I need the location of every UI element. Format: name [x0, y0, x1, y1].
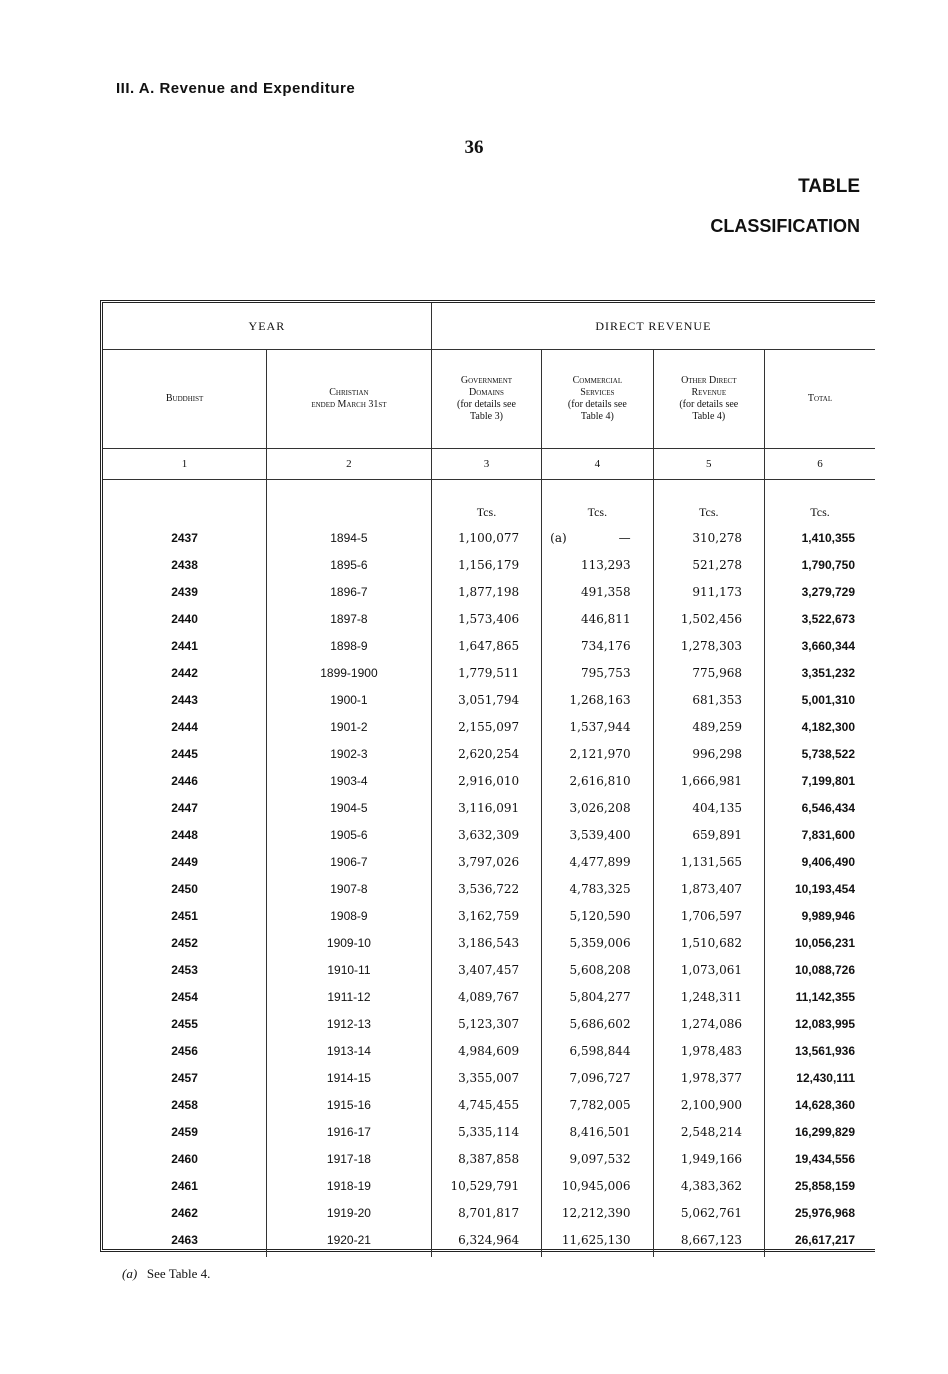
total-cell: 11,142,355	[795, 989, 855, 1004]
christian-year-cell: 1895-6	[267, 551, 432, 578]
commercial-services-value: 4,783,325	[569, 881, 631, 896]
other-direct-revenue-cell: 1,706,597	[653, 902, 764, 929]
government-domains-cell: 1,100,077	[431, 524, 541, 551]
christian-year-cell: 1897-8	[267, 605, 432, 632]
column-number: 1	[103, 449, 267, 480]
table-row	[103, 821, 875, 848]
commercial-services-cell	[542, 794, 653, 821]
commercial-services-column-header: Commercial Services (for details see Table 4)	[542, 350, 653, 449]
government-domains-cell: 8,387,858	[431, 1145, 541, 1172]
other-direct-revenue-cell: 775,968	[653, 659, 764, 686]
footnote	[122, 1266, 210, 1282]
commercial-services-cell	[542, 632, 653, 659]
total-cell: 6,546,434	[801, 800, 855, 815]
government-domains-cell: 10,529,791	[431, 1172, 541, 1199]
commercial-services-value: 446,811	[580, 611, 631, 626]
commercial-services-value: 9,097,532	[569, 1151, 631, 1166]
total-cell: 10,088,726	[794, 962, 855, 977]
table-row	[103, 524, 875, 551]
commercial-services-value: 734,176	[580, 638, 631, 653]
table-row	[103, 1226, 875, 1257]
total-cell: 12,430,111	[796, 1070, 855, 1085]
commercial-services-cell	[542, 902, 653, 929]
table-row	[103, 740, 875, 767]
total-cell: 10,193,454	[794, 881, 855, 896]
revenue-table-frame	[100, 300, 875, 1252]
table-label: TABLE	[798, 176, 860, 197]
commercial-services-value: 3,539,400	[569, 827, 631, 842]
government-domains-cell: 3,162,759	[431, 902, 541, 929]
other-direct-revenue-cell: 489,259	[653, 713, 764, 740]
unit-cell-empty	[103, 480, 267, 525]
commercial-services-value: 11,625,130	[561, 1232, 631, 1247]
total-cell: 3,279,729	[801, 584, 855, 599]
total-cell: 4,182,300	[801, 719, 855, 734]
commercial-services-value: 5,608,208	[569, 962, 631, 977]
government-domains-cell: 3,186,543	[431, 929, 541, 956]
commercial-services-value: 1,537,944	[569, 719, 631, 734]
footnote-marker: (a)	[122, 1266, 138, 1281]
buddhist-year-cell: 2441	[103, 632, 267, 659]
column-number: 3	[431, 449, 541, 480]
buddhist-year-cell: 2448	[103, 821, 267, 848]
commercial-services-cell	[542, 1010, 653, 1037]
table-row	[103, 1037, 875, 1064]
other-direct-revenue-cell: 1,978,483	[653, 1037, 764, 1064]
table-row	[103, 1118, 875, 1145]
total-cell: 14,628,360	[794, 1097, 855, 1112]
buddhist-year-cell: 2454	[103, 983, 267, 1010]
christian-year-cell: 1903-4	[267, 767, 432, 794]
other-direct-revenue-column-header: Other Direct Revenue (for details see Table 4)	[653, 350, 764, 449]
government-domains-cell: 3,797,026	[431, 848, 541, 875]
government-domains-column-header: Government Domains (for details see Table 3)	[431, 350, 541, 449]
table-row	[103, 1199, 875, 1226]
buddhist-year-cell: 2452	[103, 929, 267, 956]
government-domains-cell: 3,407,457	[431, 956, 541, 983]
total-cell: 3,522,673	[801, 611, 855, 626]
buddhist-year-cell: 2457	[103, 1064, 267, 1091]
commercial-services-value: 3,026,208	[569, 800, 631, 815]
table-row	[103, 686, 875, 713]
table-row	[103, 1064, 875, 1091]
total-cell: 5,001,310	[801, 692, 855, 707]
commercial-services-cell	[542, 956, 653, 983]
christian-year-cell: 1912-13	[267, 1010, 432, 1037]
buddhist-year-cell: 2443	[103, 686, 267, 713]
buddhist-year-cell: 2444	[103, 713, 267, 740]
table-row	[103, 659, 875, 686]
buddhist-year-cell: 2442	[103, 659, 267, 686]
christian-year-cell: 1908-9	[267, 902, 432, 929]
christian-year-cell: 1894-5	[267, 524, 432, 551]
government-domains-cell: 3,355,007	[431, 1064, 541, 1091]
government-domains-cell: 2,155,097	[431, 713, 541, 740]
commercial-services-cell	[542, 1172, 653, 1199]
other-direct-revenue-cell: 1,502,456	[653, 605, 764, 632]
footnote-ref: (a)	[550, 530, 567, 545]
table-row	[103, 848, 875, 875]
total-cell: 3,351,232	[801, 665, 855, 680]
buddhist-year-cell: 2446	[103, 767, 267, 794]
commercial-services-cell	[542, 929, 653, 956]
christian-year-cell: 1899-1900	[267, 659, 432, 686]
commercial-services-cell	[542, 848, 653, 875]
christian-year-cell: 1911-12	[267, 983, 432, 1010]
buddhist-year-cell: 2445	[103, 740, 267, 767]
commercial-services-value: 5,359,006	[569, 935, 631, 950]
other-direct-revenue-cell: 8,667,123	[653, 1226, 764, 1257]
buddhist-column-header: Buddhist	[103, 350, 267, 449]
government-domains-cell: 1,877,198	[431, 578, 541, 605]
commercial-services-cell	[542, 1091, 653, 1118]
other-direct-revenue-cell: 5,062,761	[653, 1199, 764, 1226]
commercial-services-cell	[542, 1037, 653, 1064]
column-number: 5	[653, 449, 764, 480]
christian-year-cell: 1918-19	[267, 1172, 432, 1199]
table-row	[103, 605, 875, 632]
buddhist-year-cell: 2455	[103, 1010, 267, 1037]
total-cell: 26,617,217	[794, 1232, 855, 1247]
column-number: 4	[542, 449, 653, 480]
buddhist-year-cell: 2462	[103, 1199, 267, 1226]
other-direct-revenue-cell: 1,248,311	[653, 983, 764, 1010]
other-direct-revenue-cell: 310,278	[653, 524, 764, 551]
other-direct-revenue-cell: 2,100,900	[653, 1091, 764, 1118]
commercial-services-cell	[542, 983, 653, 1010]
commercial-services-value: 2,616,810	[569, 773, 631, 788]
column-number: 2	[267, 449, 432, 480]
commercial-services-value: 7,096,727	[569, 1070, 631, 1085]
commercial-services-cell	[542, 740, 653, 767]
commercial-services-cell	[542, 713, 653, 740]
other-direct-revenue-cell: 1,949,166	[653, 1145, 764, 1172]
government-domains-cell: 8,701,817	[431, 1199, 541, 1226]
table-row	[103, 1091, 875, 1118]
government-domains-cell: 2,916,010	[431, 767, 541, 794]
commercial-services-cell	[542, 875, 653, 902]
commercial-services-value: 1,268,163	[569, 692, 631, 707]
christian-year-cell: 1913-14	[267, 1037, 432, 1064]
unit-label: Tcs.	[653, 480, 764, 525]
buddhist-year-cell: 2450	[103, 875, 267, 902]
christian-year-cell: 1915-16	[267, 1091, 432, 1118]
revenue-table	[103, 303, 875, 1257]
year-group-header: YEAR	[103, 303, 431, 350]
christian-year-cell: 1904-5	[267, 794, 432, 821]
buddhist-year-cell: 2459	[103, 1118, 267, 1145]
commercial-services-cell	[542, 551, 653, 578]
commercial-services-cell	[542, 1064, 653, 1091]
christian-year-cell: 1920-21	[267, 1226, 432, 1257]
table-row	[103, 1172, 875, 1199]
other-direct-revenue-cell: 911,173	[653, 578, 764, 605]
commercial-services-value: —	[618, 530, 631, 545]
other-direct-revenue-cell: 681,353	[653, 686, 764, 713]
page-number: 36	[464, 137, 484, 158]
unit-label: Tcs.	[810, 505, 830, 519]
commercial-services-cell	[542, 1199, 653, 1226]
commercial-services-cell	[542, 1145, 653, 1172]
buddhist-year-cell: 2438	[103, 551, 267, 578]
christian-year-cell: 1914-15	[267, 1064, 432, 1091]
direct-revenue-group-header: DIRECT REVENUE	[431, 303, 875, 350]
commercial-services-cell	[542, 1118, 653, 1145]
total-cell: 7,199,801	[801, 773, 855, 788]
government-domains-cell: 5,123,307	[431, 1010, 541, 1037]
total-cell: 25,976,968	[794, 1205, 855, 1220]
other-direct-revenue-cell: 4,383,362	[653, 1172, 764, 1199]
commercial-services-value: 2,121,970	[569, 746, 631, 761]
government-domains-cell: 5,335,114	[431, 1118, 541, 1145]
buddhist-year-cell: 2447	[103, 794, 267, 821]
commercial-services-value: 5,686,602	[569, 1016, 631, 1031]
commercial-services-cell	[542, 659, 653, 686]
christian-year-cell: 1900-1	[267, 686, 432, 713]
other-direct-revenue-cell: 1,131,565	[653, 848, 764, 875]
christian-year-cell: 1896-7	[267, 578, 432, 605]
table-row	[103, 713, 875, 740]
table-row	[103, 956, 875, 983]
government-domains-cell: 3,632,309	[431, 821, 541, 848]
other-direct-revenue-cell: 1,666,981	[653, 767, 764, 794]
total-cell: 9,989,946	[801, 908, 855, 923]
commercial-services-value: 5,804,277	[569, 989, 631, 1004]
unit-label: Tcs.	[431, 480, 541, 525]
commercial-services-cell	[542, 1226, 653, 1257]
government-domains-cell: 1,573,406	[431, 605, 541, 632]
christian-year-cell: 1919-20	[267, 1199, 432, 1226]
total-cell: 3,660,344	[801, 638, 855, 653]
total-column-header: Total	[765, 350, 876, 449]
table-row	[103, 983, 875, 1010]
commercial-services-cell	[542, 605, 653, 632]
government-domains-cell: 4,984,609	[431, 1037, 541, 1064]
government-domains-cell: 3,116,091	[431, 794, 541, 821]
other-direct-revenue-cell: 659,891	[653, 821, 764, 848]
government-domains-cell: 1,156,179	[431, 551, 541, 578]
christian-year-cell: 1917-18	[267, 1145, 432, 1172]
buddhist-year-cell: 2456	[103, 1037, 267, 1064]
commercial-services-value: 4,477,899	[569, 854, 631, 869]
table-row	[103, 1010, 875, 1037]
christian-column-header: Christian ended March 31st	[267, 350, 432, 449]
christian-year-cell: 1906-7	[267, 848, 432, 875]
total-cell: 10,056,231	[794, 935, 855, 950]
running-head: III. A. Revenue and Expenditure	[116, 80, 356, 97]
commercial-services-cell	[542, 686, 653, 713]
buddhist-year-cell: 2439	[103, 578, 267, 605]
table-row	[103, 1145, 875, 1172]
commercial-services-value: 6,598,844	[569, 1043, 631, 1058]
other-direct-revenue-cell: 2,548,214	[653, 1118, 764, 1145]
buddhist-year-cell: 2453	[103, 956, 267, 983]
other-direct-revenue-cell: 1,510,682	[653, 929, 764, 956]
total-cell: 12,083,995	[794, 1016, 855, 1031]
christian-year-cell: 1907-8	[267, 875, 432, 902]
government-domains-cell: 3,536,722	[431, 875, 541, 902]
commercial-services-value: 113,293	[580, 557, 631, 572]
unit-cell-empty	[267, 480, 432, 525]
commercial-services-value: 8,416,501	[569, 1124, 631, 1139]
government-domains-cell: 1,647,865	[431, 632, 541, 659]
other-direct-revenue-cell: 1,278,303	[653, 632, 764, 659]
other-direct-revenue-cell: 996,298	[653, 740, 764, 767]
christian-year-cell: 1909-10	[267, 929, 432, 956]
buddhist-year-cell: 2458	[103, 1091, 267, 1118]
table-row	[103, 578, 875, 605]
footnote-text: See Table 4.	[146, 1266, 211, 1281]
total-cell: 16,299,829	[794, 1124, 855, 1139]
government-domains-cell: 6,324,964	[431, 1226, 541, 1257]
commercial-services-value: 7,782,005	[569, 1097, 631, 1112]
total-cell: 25,858,159	[794, 1178, 855, 1193]
table-row	[103, 551, 875, 578]
total-cell: 19,434,556	[794, 1151, 855, 1166]
total-cell: 5,738,522	[801, 746, 855, 761]
commercial-services-cell	[542, 578, 653, 605]
total-cell: 7,831,600	[801, 827, 855, 842]
table-row	[103, 929, 875, 956]
table-row	[103, 632, 875, 659]
commercial-services-value: 491,358	[580, 584, 631, 599]
commercial-services-value: 5,120,590	[569, 908, 631, 923]
buddhist-year-cell: 2463	[103, 1226, 267, 1257]
other-direct-revenue-cell: 1,873,407	[653, 875, 764, 902]
christian-year-cell: 1910-11	[267, 956, 432, 983]
commercial-services-cell	[542, 821, 653, 848]
government-domains-cell: 4,089,767	[431, 983, 541, 1010]
table-row	[103, 794, 875, 821]
government-domains-cell: 2,620,254	[431, 740, 541, 767]
buddhist-year-cell: 2437	[103, 524, 267, 551]
commercial-services-value: 12,212,390	[561, 1205, 631, 1220]
total-cell: 13,561,936	[794, 1043, 855, 1058]
government-domains-cell: 1,779,511	[431, 659, 541, 686]
total-cell: 1,410,355	[801, 530, 855, 545]
christian-year-cell: 1901-2	[267, 713, 432, 740]
column-number: 6	[765, 449, 876, 480]
christian-year-cell: 1898-9	[267, 632, 432, 659]
christian-year-cell: 1902-3	[267, 740, 432, 767]
other-direct-revenue-cell: 404,135	[653, 794, 764, 821]
table-title: CLASSIFICATION	[710, 216, 860, 236]
total-cell: 9,406,490	[801, 854, 855, 869]
other-direct-revenue-cell: 1,073,061	[653, 956, 764, 983]
government-domains-cell: 4,745,455	[431, 1091, 541, 1118]
total-cell: 1,790,750	[801, 557, 855, 572]
government-domains-cell: 3,051,794	[431, 686, 541, 713]
commercial-services-value: 795,753	[580, 665, 631, 680]
table-row	[103, 875, 875, 902]
buddhist-year-cell: 2440	[103, 605, 267, 632]
table-row	[103, 902, 875, 929]
commercial-services-value: 10,945,006	[561, 1178, 631, 1193]
buddhist-year-cell: 2460	[103, 1145, 267, 1172]
buddhist-year-cell: 2451	[103, 902, 267, 929]
buddhist-year-cell: 2449	[103, 848, 267, 875]
commercial-services-cell	[542, 524, 653, 551]
other-direct-revenue-cell: 521,278	[653, 551, 764, 578]
table-row	[103, 767, 875, 794]
unit-label: Tcs.	[542, 480, 653, 525]
buddhist-year-cell: 2461	[103, 1172, 267, 1199]
christian-year-cell: 1905-6	[267, 821, 432, 848]
other-direct-revenue-cell: 1,274,086	[653, 1010, 764, 1037]
christian-year-cell: 1916-17	[267, 1118, 432, 1145]
commercial-services-cell	[542, 767, 653, 794]
other-direct-revenue-cell: 1,978,377	[653, 1064, 764, 1091]
